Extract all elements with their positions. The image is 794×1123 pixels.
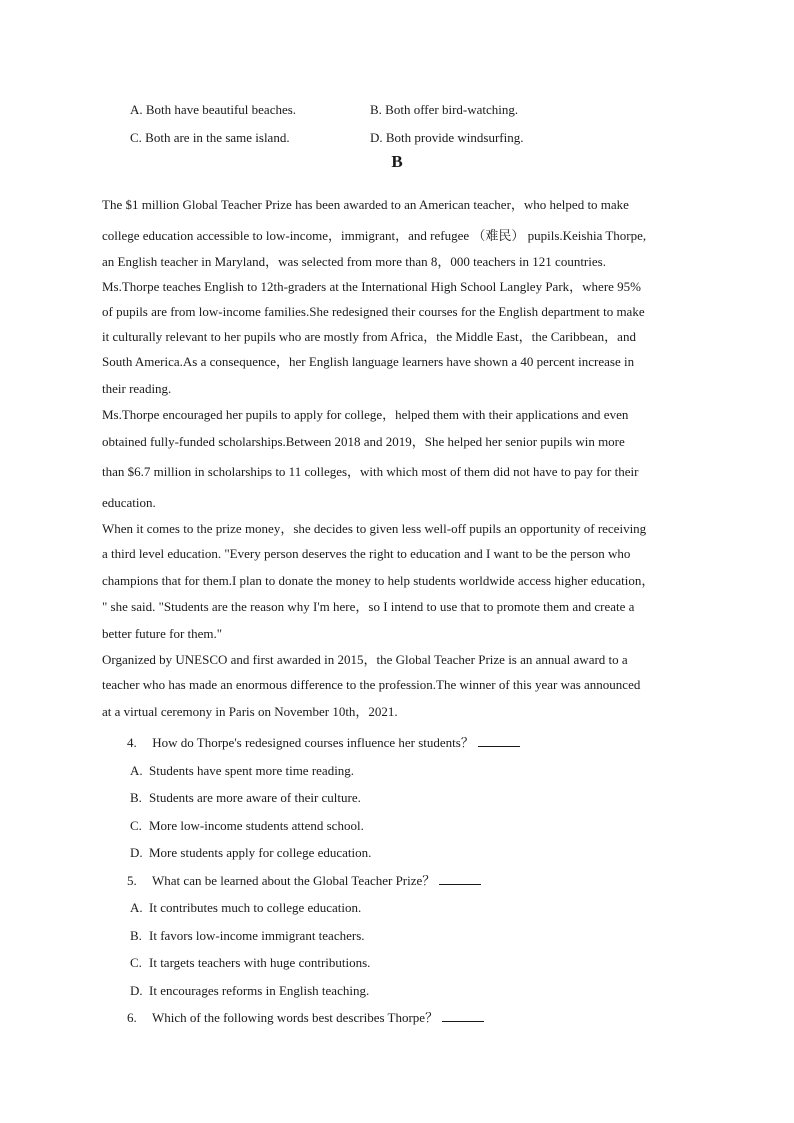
option-letter: B. (130, 790, 142, 805)
option-text: It encourages reforms in English teaching. (149, 982, 370, 998)
question-list (127, 729, 687, 1032)
passage-line: Ms.Thorpe encouraged her pupils to apply for college，helped them with their applications and even (102, 407, 629, 422)
option-text: Students have spent more time reading. (149, 762, 355, 778)
option-letter: A. (130, 762, 143, 778)
question-text: What can be learned about the Global Teacher Prize？ (152, 872, 436, 888)
answer-option (127, 812, 687, 840)
question-4 (127, 729, 687, 757)
passage-line: college education accessible to low-income，immigrant，and refugee （难民） pupils.Keishia Thorpe, (102, 227, 647, 243)
option-d: D. Both provide windsurfing. (370, 130, 524, 145)
answer-option (127, 894, 687, 922)
passage-line: South America.As a consequence，her English language learners have shown a 40 percent increase in (102, 354, 635, 369)
question-5 (127, 867, 687, 895)
answer-blank[interactable] (478, 734, 520, 747)
passage-line: than $6.7 million in scholarships to 11 colleges，with which most of them did not have to pay for their (102, 464, 639, 479)
option-letter: D. (130, 982, 143, 998)
passage-line: better future for them." (102, 625, 223, 641)
option-text: Students are more aware of their culture. (149, 790, 361, 805)
passage-line: education. (102, 494, 156, 510)
section-heading: B (391, 152, 403, 171)
question-6 (127, 1004, 687, 1032)
answer-option (127, 839, 687, 867)
passage-line: The $1 million Global Teacher Prize has been awarded to an American teacher，who helped to make (102, 197, 629, 212)
answer-option (127, 977, 687, 1005)
passage-line: Ms.Thorpe teaches English to 12th-graders at the International High School Langley Park，where 95% (102, 279, 641, 294)
option-letter: C. (130, 955, 142, 970)
question-number: 6. (127, 1010, 137, 1025)
passage-line: at a virtual ceremony in Paris on November 10th，2021. (102, 703, 398, 719)
question-number: 4. (127, 735, 137, 750)
passage-line: Organized by UNESCO and first awarded in 2015，the Global Teacher Prize is an annual award to a (102, 652, 628, 667)
option-text: More students apply for college education. (149, 845, 372, 860)
question-text: Which of the following words best describes Thorpe？ (152, 1010, 439, 1025)
option-row (130, 96, 610, 124)
option-row (130, 124, 610, 152)
passage-line: champions that for them.I plan to donate the money to help students worldwide access higher education， (102, 572, 655, 588)
question-number: 5. (127, 872, 137, 888)
answer-option (127, 949, 687, 977)
passage-line: it culturally relevant to her pupils who are mostly from Africa，the Middle East，the Caribbean，and (102, 329, 636, 344)
question-text: How do Thorpe's redesigned courses influence her students？ (152, 735, 474, 750)
previous-question-options (130, 96, 610, 152)
option-text: It contributes much to college education. (149, 900, 362, 915)
option-letter: D. (130, 845, 143, 860)
option-letter: A. (130, 900, 143, 915)
passage-line: obtained fully-funded scholarships.Between 2018 and 2019，She helped her senior pupils win more (102, 433, 625, 449)
option-b: B. Both offer bird-watching. (370, 102, 519, 117)
reading-passage (102, 188, 702, 725)
option-text: It targets teachers with huge contributions. (149, 955, 371, 970)
answer-option (127, 922, 687, 950)
passage-line: their reading. (102, 380, 172, 396)
answer-blank[interactable] (439, 872, 481, 885)
option-a: A. Both have beautiful beaches. (130, 102, 297, 117)
option-text: It favors low-income immigrant teachers. (149, 927, 365, 943)
option-letter: C. (130, 817, 142, 833)
passage-line: teacher who has made an enormous difference to the profession.The winner of this year was announced (102, 677, 641, 692)
option-letter: B. (130, 927, 142, 943)
answer-option (127, 757, 687, 785)
passage-line: When it comes to the prize money，she decides to given less well-off pupils an opportunity of receiving (102, 521, 647, 536)
passage-line: an English teacher in Maryland，was selected from more than 8，000 teachers in 121 countries. (102, 254, 606, 269)
option-c: C. Both are in the same island. (130, 130, 290, 145)
option-text: More low-income students attend school. (149, 817, 364, 833)
answer-option (127, 784, 687, 812)
passage-line: " she said. "Students are the reason why I'm here，so I intend to use that to promote them and create a (102, 599, 635, 614)
passage-line: a third level education. "Every person deserves the right to education and I want to be the person who (102, 546, 631, 561)
passage-line: of pupils are from low-income families.She redesigned their courses for the English department to make (102, 304, 645, 319)
answer-blank[interactable] (442, 1009, 484, 1022)
